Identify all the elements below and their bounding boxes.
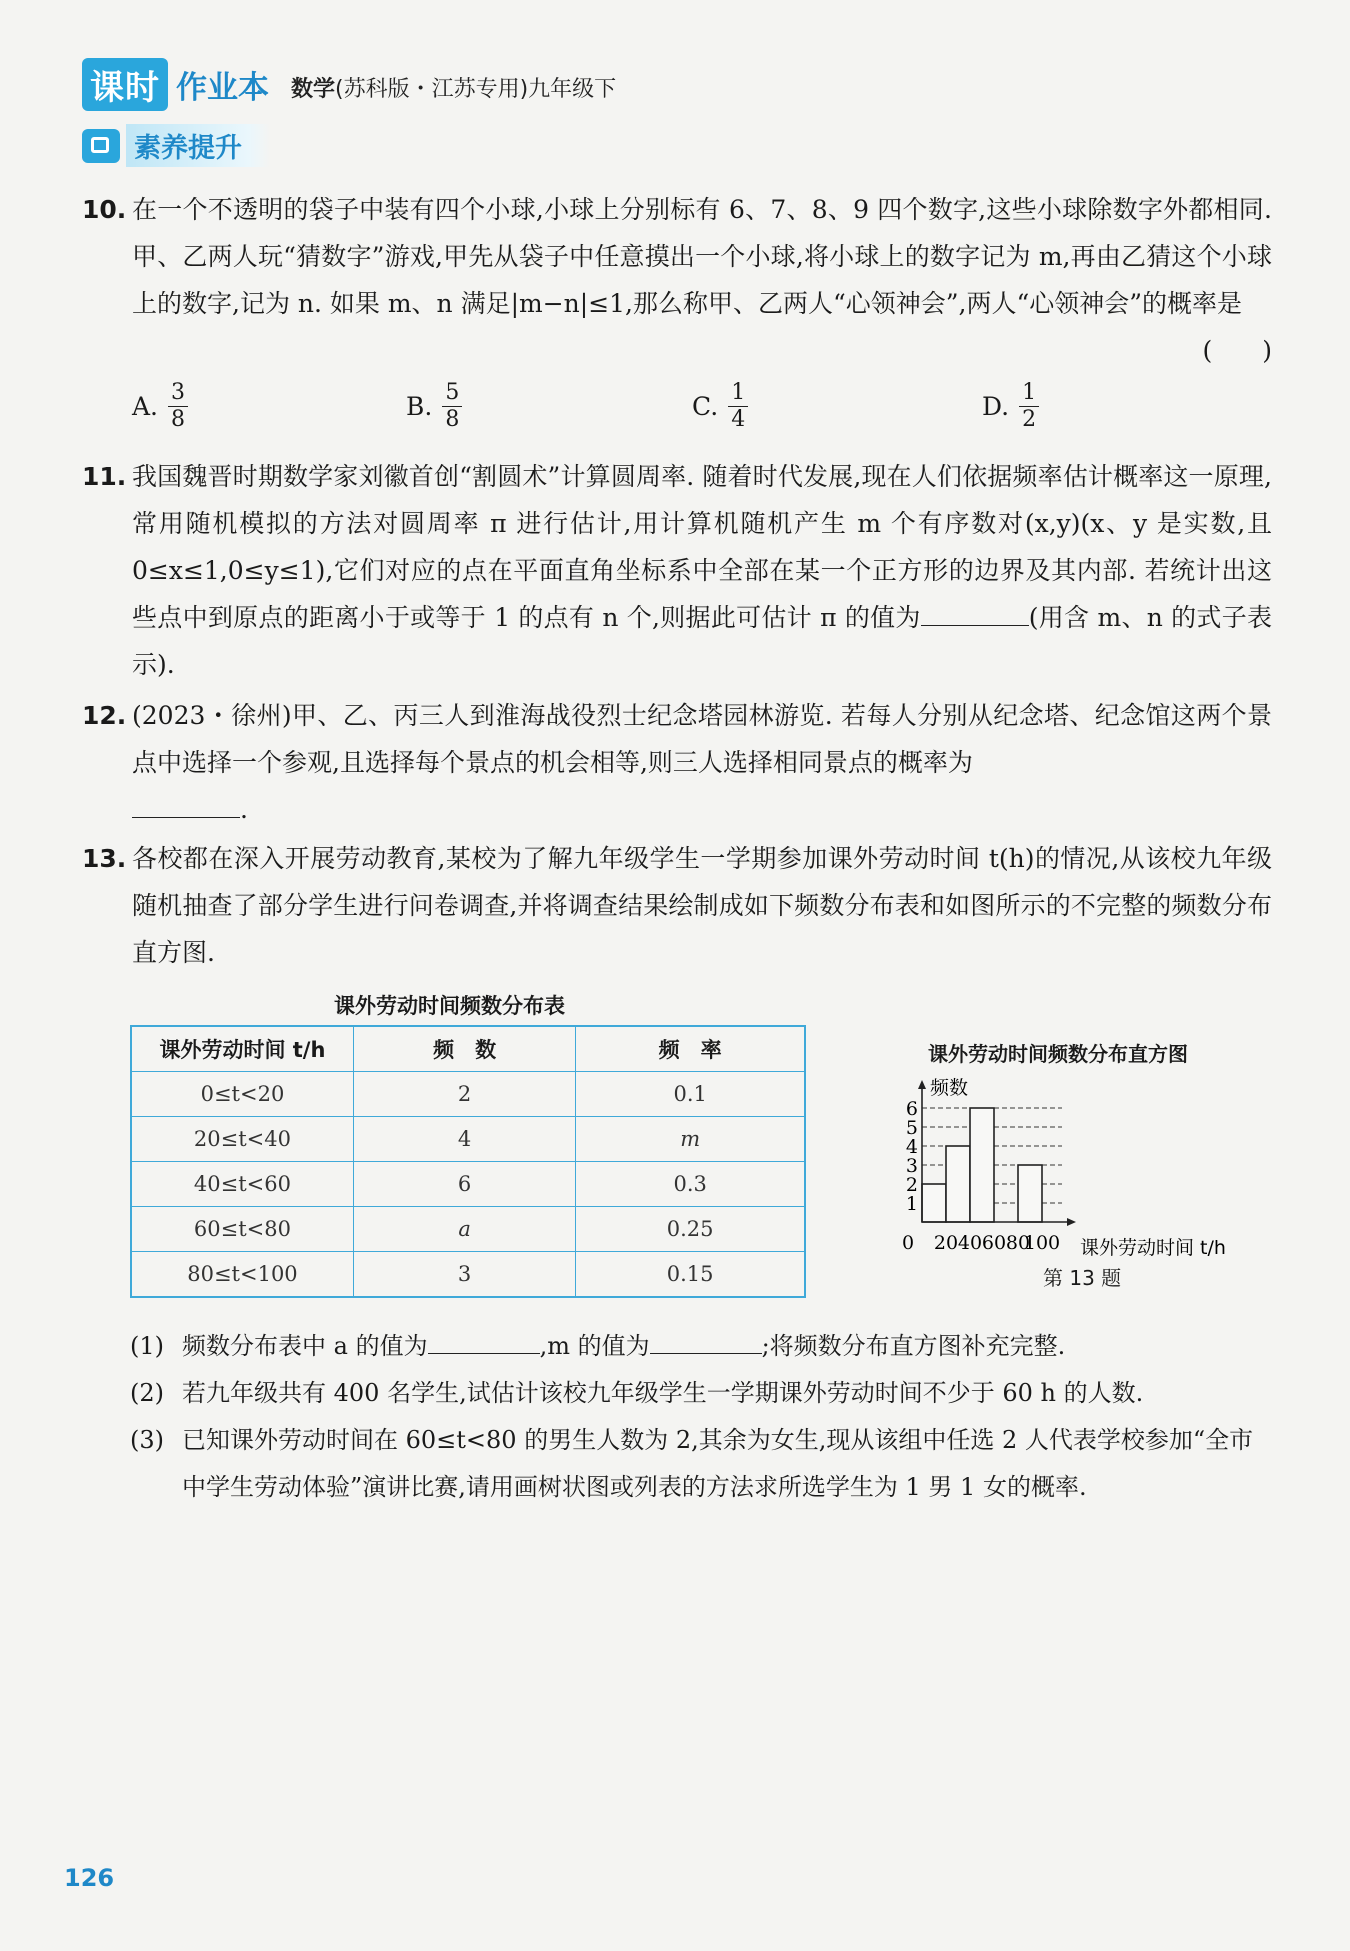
x-tick-label: 40 [957,1232,983,1254]
brand-logo: 课时 [82,58,168,111]
table-cell: 0.15 [576,1252,805,1298]
column-header: 频 数 [353,1026,575,1072]
answer-options [132,380,1232,450]
histogram-bar [946,1146,970,1222]
question-text: (2023・徐州)甲、乙、丙三人到淮海战役烈士纪念塔园林游览. 若每人分别从纪念塔、纪念馆这两个景点中选择一个参观,且选择每个景点的机会相等,则三人选择相同景点的概率为 . [132,701,1272,824]
table-row [131,1117,805,1162]
question-10 [82,186,1272,365]
question-text: 在一个不透明的袋子中装有四个小球,小球上分别标有 6、7、8、9 四个数字,这些小球除数字外都相同. 甲、乙两人玩“猜数字”游戏,甲先从袋子中任意摸出一个小球,将小球上的数字记为 m,再由乙猜这个小球上的数字,记为 n. 如果 m、n 满足|m−n|≤1,那么称甲、乙两人“心领神会”,两人“心领神会”的概率是 ( ) [132,186,1272,327]
fraction: $\frac{1}{4}$ [728,380,748,433]
table-row [131,1207,805,1252]
table-cell: 3 [353,1252,575,1298]
fraction: $\frac{5}{8}$ [442,380,462,433]
edit-icon [82,129,120,163]
fraction: $\frac{1}{2}$ [1019,380,1039,433]
table-cell: 0.3 [576,1162,805,1207]
y-tick-label: 1 [905,1193,918,1215]
option-d[interactable]: D. $\frac{1}{2}$ [982,380,1039,433]
question-12 [82,692,1272,833]
table-cell: 0.1 [576,1072,805,1117]
table-cell: 0.25 [576,1207,805,1252]
answer-blank-a[interactable] [428,1323,540,1354]
fraction: $\frac{3}{8}$ [168,380,188,433]
x-axis-arrow-icon [1067,1218,1076,1226]
subquestion-3: (3) 已知课外劳动时间在 60≤t<80 的男生人数为 2,其余为女生,现从该组中任选 2 人代表学校参加“全市中学生劳动体验”演讲比赛,请用画树状图或列表的方法求所选学生为 1 男 1 女的概率. [130,1426,1254,1501]
table-cell: a [353,1207,575,1252]
table-cell: 20≤t<40 [131,1117,353,1162]
question-number: 11. [82,462,127,491]
table-cell: 2 [353,1072,575,1117]
table-cell: 0≤t<20 [131,1072,353,1117]
question-11 [82,453,1272,688]
option-a[interactable]: A. $\frac{3}{8}$ [132,380,188,433]
table-cell: 6 [353,1162,575,1207]
frequency-table [130,1025,806,1298]
table-cell: m [576,1117,805,1162]
x-tick-label: 60 [981,1232,1007,1254]
page-number: 126 [64,1864,115,1892]
y-tick-label: 5 [905,1117,918,1139]
table-cell: 4 [353,1117,575,1162]
column-header: 课外劳动时间 t/h [131,1026,353,1072]
book-header [82,58,616,111]
histogram-bar [970,1108,994,1222]
histogram-bar [922,1184,946,1222]
answer-blank[interactable] [921,595,1029,626]
table-cell: 40≤t<60 [131,1162,353,1207]
answer-blank-m[interactable] [650,1323,762,1354]
column-header: 频 率 [576,1026,805,1072]
answer-blank[interactable] [132,787,240,818]
table-cell: 60≤t<80 [131,1207,353,1252]
y-axis-arrow-icon [918,1080,926,1089]
subquestion-1: (1) 频数分布表中 a 的值为 ,m 的值为 ;将频数分布直方图补充完整. [130,1323,1275,1370]
y-tick-label: 6 [905,1098,918,1120]
edition: (苏科版・江苏专用)九年级下 [335,77,617,102]
y-axis-label: 频数 [930,1077,969,1099]
answer-parentheses: ( ) [1202,336,1272,365]
x-tick-label: 80 [1005,1232,1031,1254]
histogram-bar [1018,1165,1042,1222]
x-tick-label: 0 [901,1232,915,1254]
question-13 [82,835,1272,976]
frequency-histogram [890,1070,1280,1260]
table-header-row [131,1026,805,1072]
option-c[interactable]: C. $\frac{1}{4}$ [692,380,748,433]
question-number: 12. [82,701,127,730]
x-axis-label: 课外劳动时间 t/h [1080,1237,1226,1259]
table-row [131,1252,805,1298]
y-tick-label: 4 [905,1136,918,1158]
section-header [82,124,270,167]
question-number: 10. [82,195,127,224]
x-tick-label: 20 [933,1232,959,1254]
x-tick-label: 100 [1023,1232,1061,1254]
table-title: 课外劳动时间频数分布表 [334,994,565,1018]
table-cell: 80≤t<100 [131,1252,353,1298]
subject: 数学 [291,77,336,102]
table-row [131,1162,805,1207]
y-tick-label: 2 [905,1174,918,1196]
question-number: 13. [82,844,127,873]
y-tick-label: 3 [905,1155,918,1177]
book-subtitle [291,72,616,103]
brand-name: 作业本 [176,70,269,106]
subquestion-2: (2) 若九年级共有 400 名学生,试估计该校九年级学生一学期课外劳动时间不少于 60 h 的人数. [130,1379,1144,1407]
figure-caption: 第 13 题 [1043,1266,1122,1290]
section-title: 素养提升 [126,124,270,167]
question-text: 各校都在深入开展劳动教育,某校为了解九年级学生一学期参加课外劳动时间 t(h)的情况,从该校九年级随机抽查了部分学生进行问卷调查,并将调查结果绘制成如下频数分布表和如图所示的不完整的频数分布直方图. [132,844,1272,967]
option-b[interactable]: B. $\frac{5}{8}$ [406,380,462,433]
table-row [131,1072,805,1117]
question-text: 我国魏晋时期数学家刘徽首创“割圆术”计算圆周率. 随着时代发展,现在人们依据频率估计概率这一原理,常用随机模拟的方法对圆周率 π 进行估计,用计算机随机产生 m 个有序数对(x,y)(x、y 是实数,且 0≤x≤1,0≤y≤1),它们对应的点在平面直角坐标系中全部在某一个正方形的边界及其内部. 若统计出这些点中到原点的距离小于或等于 1 的点有 n 个,则据此可估计 π 的值为 (用含 m、n 的式子表示). [132,462,1272,679]
histogram-title: 课外劳动时间频数分布直方图 [928,1042,1188,1066]
